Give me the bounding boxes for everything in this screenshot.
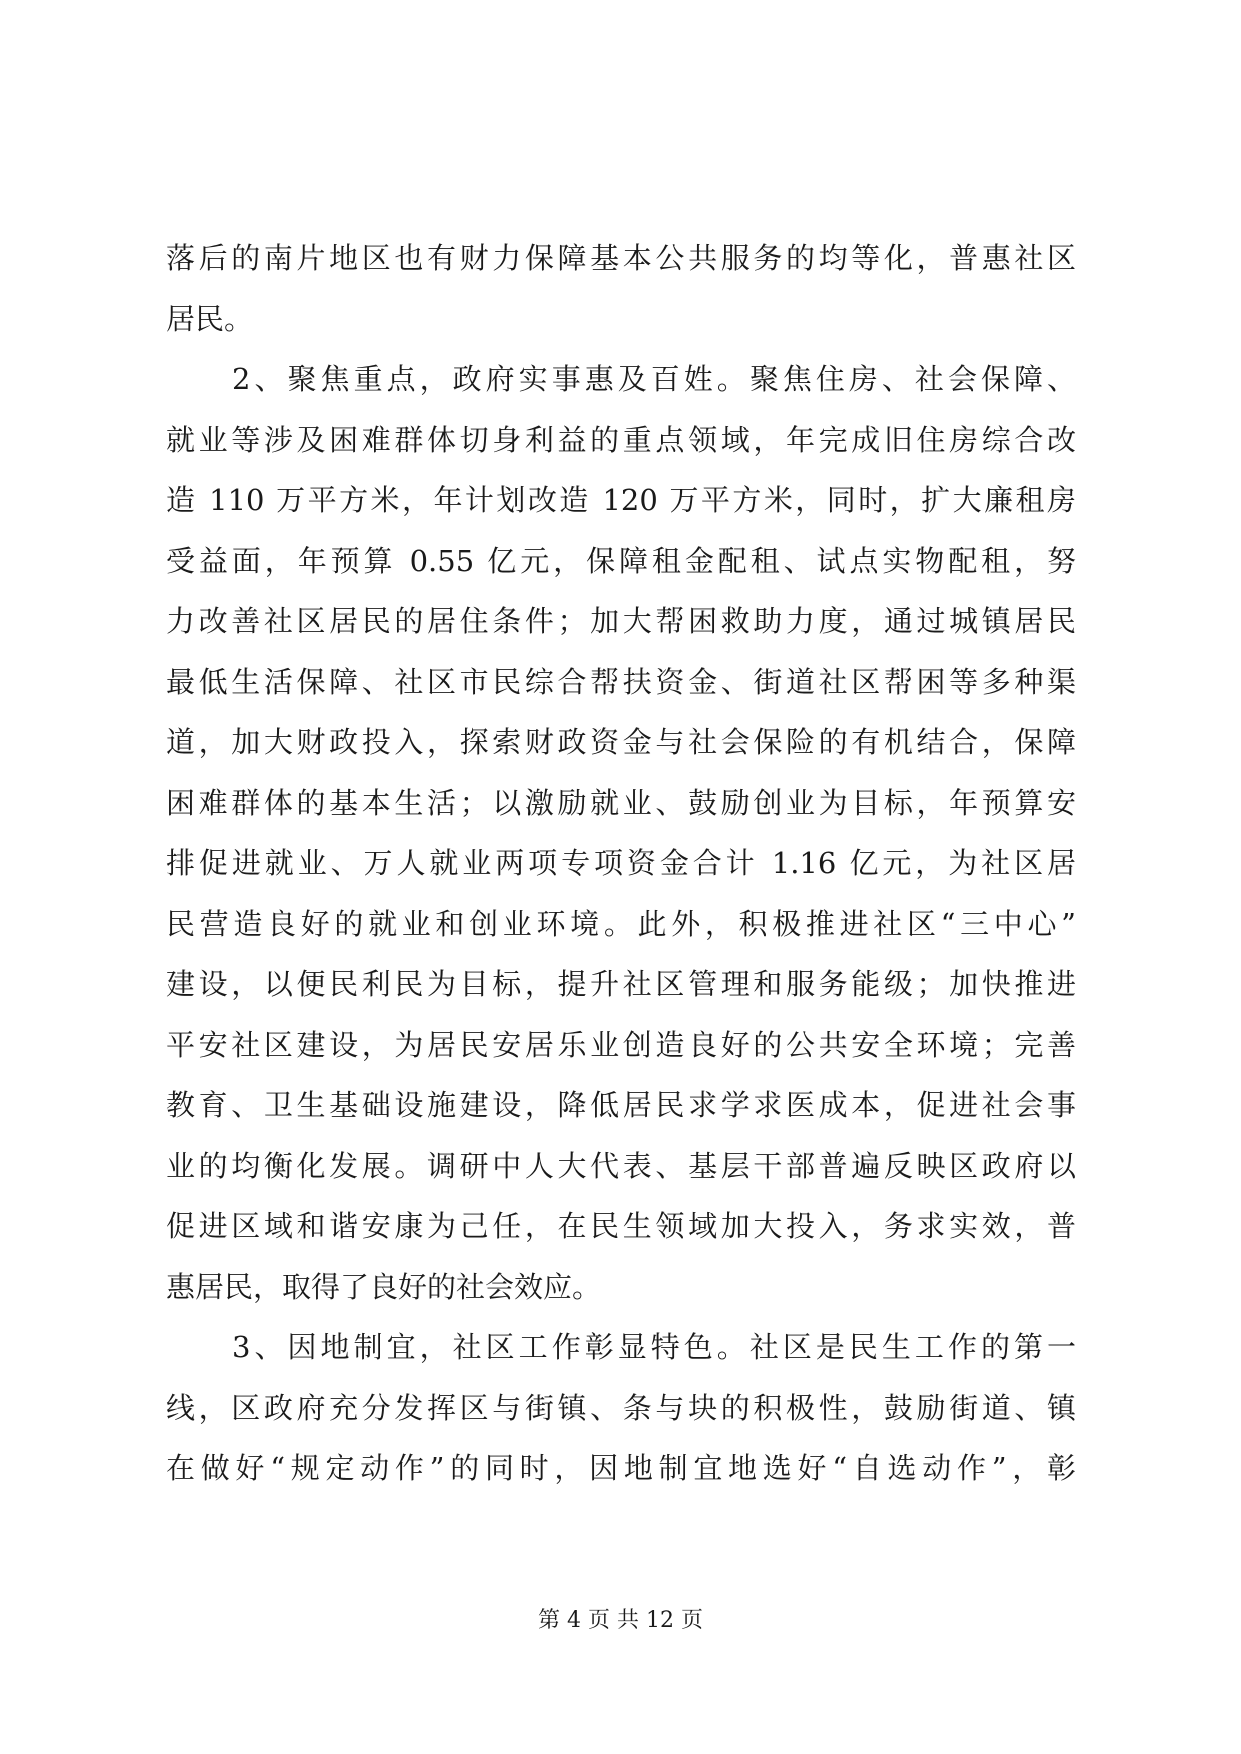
text-line: 受益面，年预算 0.55 亿元，保障租金配租、试点实物配租，努 [166, 543, 1076, 578]
text-line: 2、聚焦重点，政府实事惠及百姓。聚焦住房、社会保障、 [166, 362, 1076, 396]
text-line: 道，加大财政投入，探索财政资金与社会保险的有机结合，保障 [166, 725, 1076, 759]
text-line: 力改善社区居民的居住条件；加大帮困救助力度，通过城镇居民 [166, 604, 1076, 638]
text-line: 最低生活保障、社区市民综合帮扶资金、街道社区帮困等多种渠 [166, 664, 1076, 699]
text-line: 居民。 [166, 301, 254, 336]
text-line: 惠居民，取得了良好的社会效应。 [166, 1269, 602, 1304]
text-line: 落后的南片地区也有财力保障基本公共服务的均等化，普惠社区 [166, 241, 1076, 275]
text-line: 促进区域和谐安康为己任，在民生领域加大投入，务求实效，普 [166, 1209, 1076, 1243]
page-footer: 第 4 页 共 12 页 [538, 1608, 703, 1633]
text-line: 就业等涉及困难群体切身利益的重点领域，年完成旧住房综合改 [166, 422, 1076, 457]
text-line: 教育、卫生基础设施建设，降低居民求学求医成本，促进社会事 [166, 1088, 1076, 1122]
text-line: 业的均衡化发展。调研中人大代表、基层干部普遍反映区政府以 [166, 1148, 1076, 1183]
text-line: 线，区政府充分发挥区与街镇、条与块的积极性，鼓励街道、镇 [166, 1390, 1076, 1425]
text-line: 在做好“规定动作”的同时，因地制宜地选好“自选动作”，彰 [166, 1451, 1076, 1485]
text-line: 民营造良好的就业和创业环境。此外，积极推进社区“三中心” [166, 906, 1076, 941]
text-line: 3、因地制宜，社区工作彰显特色。社区是民生工作的第一 [166, 1330, 1076, 1364]
text-line: 排促进就业、万人就业两项专项资金合计 1.16 亿元，为社区居 [166, 846, 1076, 880]
text-line: 建设，以便民利民为目标，提升社区管理和服务能级；加快推进 [166, 967, 1076, 1001]
text-line: 造 110 万平方米，年计划改造 120 万平方米，同时，扩大廉租房 [166, 483, 1076, 517]
text-line: 困难群体的基本生活；以激励就业、鼓励创业为目标，年预算安 [166, 785, 1076, 820]
text-line: 平安社区建设，为居民安居乐业创造良好的公共安全环境；完善 [166, 1027, 1076, 1062]
body-text [166, 228, 1076, 1499]
